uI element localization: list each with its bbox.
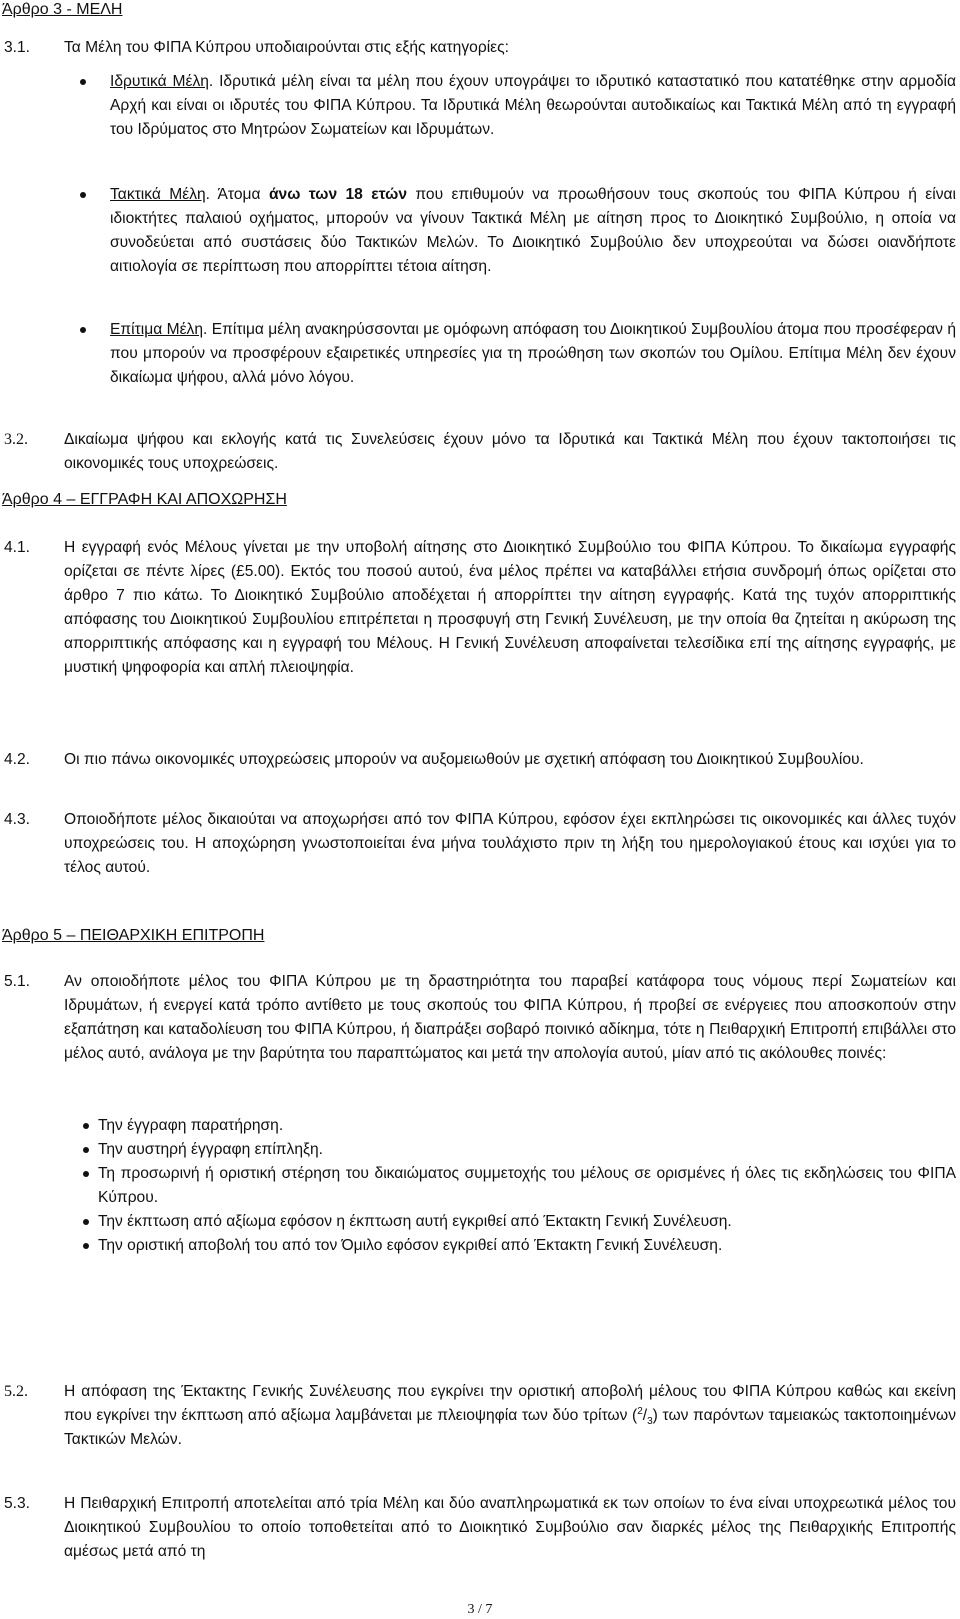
penalty-text: Την έκπτωση από αξίωμα εφόσον η έκπτωση αυτή εγκριθεί από Έκτακτη Γενική Συνέλευση. <box>98 1213 732 1230</box>
clause-number: 4.2. <box>4 751 31 768</box>
clause-text: Οποιοδήποτε μέλος δικαιούται να αποχωρήσει από τον ΦΙΠΑ Κύπρου, εφόσον έχει εκπληρώσει τις οικονομικές και άλλες τυχόν υποχρεώσεις του. Η αποχώρηση γνωστοποιείται ένα μήνα τουλάχιστο πριν τη λήξη του ημερολογιακού έτους και ισχύει για το τέλος αυτού. <box>64 811 956 876</box>
list-item-honorary-members <box>0 318 960 390</box>
clause-text: Αν οποιοδήποτε μέλος του ΦΙΠΑ Κύπρου με τη δραστηριότητα του παραβεί κατάφορα τους νόμους περί Σωματείων και Ιδρυμάτων, ή ενεργεί κατά τρόπο αντίθετο με τους σκοπούς του ΦΙΠΑ Κύπρου, ή προβεί σε ενέργειες που αποσκοπούν στην εξαπάτηση και καταδολίευση του ΦΙΠΑ Κύπρου, ή διαπράξει σοβαρό ποινικό αδίκημα, τότε η Πειθαρχική Επιτροπή επιβάλλει στο μέλος αυτό, ανάλογα με την βαρύτητα του παραπτώματος και μετά την απολογία αυτού, μίαν από τις ακόλουθες ποινές: <box>64 973 956 1062</box>
list-item <box>0 1138 960 1162</box>
list-item <box>0 1234 960 1258</box>
member-categories-list <box>0 70 960 142</box>
penalty-text: Την έγγραφη παρατήρηση. <box>98 1117 284 1134</box>
clause-text: Οι πιο πάνω οικονομικές υποχρεώσεις μπορούν να αυξομειωθούν με σχετική απόφαση του Διοικητικού Συμβουλίου. <box>64 751 864 768</box>
clause-number: 5.1. <box>4 973 31 990</box>
bullet-icon <box>83 1219 89 1225</box>
clause-number: 4.1. <box>4 539 31 556</box>
list-item-founding-members <box>0 70 960 142</box>
bullet-icon <box>80 79 86 85</box>
list-item <box>0 1162 960 1210</box>
bullet-icon <box>83 1123 89 1129</box>
clause-number: 3.1. <box>4 39 31 56</box>
fraction-slash: / <box>642 1407 648 1424</box>
fraction-numerator: 2 <box>637 1405 643 1417</box>
clause-text-part: ) των παρόντων ταμειακώς τακτοποιημένων Τακτικών Μελών. <box>64 1407 956 1448</box>
bullet-icon <box>83 1171 89 1177</box>
clause-text: Δικαίωμα ψήφου και εκλογής κατά τις Συνελεύσεις έχουν μόνο τα Ιδρυτικά και Τακτικά Μέλη που έχουν τακτοποιήσει τις οικονομικές τους υποχρεώσεις. <box>64 431 956 472</box>
clause-number: 4.3. <box>4 811 31 828</box>
penalties-list <box>0 1114 960 1258</box>
term-ordinary-members: Τακτικά Μέλη <box>110 186 206 203</box>
age-requirement: άνω των 18 ετών <box>268 186 408 203</box>
clause-text: Τα Μέλη του ΦΙΠΑ Κύπρου υποδιαιρούνται στις εξής κατηγορίες: <box>64 39 509 56</box>
ordinary-members-text: που επιθυμούν να προωθήσουν τους σκοπούς του ΦΙΠΑ Κύπρου ή είναι ιδιοκτήτες παλαιού οχήματος, μπορούν να γίνουν Τακτικά Μέλη με αίτηση προς το Διοικητικό Συμβούλιο, η οποία να συνοδεύεται από συστάσεις δύο Τακτικών Μελών. Το Διοικητικό Συμβούλιο δεν υποχρεούται να δώσει οιανδήποτε αιτιολογία σε περίπτωση που απορρίπτει τέτοια αίτηση. <box>110 186 956 275</box>
article-4-heading: Άρθρο 4 – ΕΓΓΡΑΦΗ ΚΑΙ ΑΠΟΧΩΡΗΣΗ <box>2 491 287 508</box>
honorary-members-text: . Επίτιμα μέλη ανακηρύσσονται με ομόφωνη απόφαση του Διοικητικού Συμβουλίου άτομα που προσέφεραν ή που μπορούν να προσφέρουν εξαιρετικές υπηρεσίες για τη προώθηση των σκοπών του Ομίλου. Επίτιμα Μέλη δεν έχουν δικαίωμα ψήφου, αλλά μόνο λόγου. <box>110 321 956 386</box>
clause-number: 5.2. <box>4 1383 28 1400</box>
penalty-text: Τη προσωρινή ή οριστική στέρηση του δικαιώματος συμμετοχής του μέλους σε ορισμένες ή όλες τις εκδηλώσεις του ΦΙΠΑ Κύπρου. <box>98 1165 956 1206</box>
clause-text: Η Πειθαρχική Επιτροπή αποτελείται από τρία Μέλη και δύο αναπληρωματικά εκ των οποίων το ένα είναι υποχρεωτικά μέλος του Διοικητικού Συμβουλίου το οποίο τοποθετείται από το Διοικητικό Συμβούλιο σαν διαρκές μέλος της Πειθαρχικής Επιτροπής αμέσως μετά από τη <box>64 1495 956 1560</box>
page-number: 3 / 7 <box>467 1602 493 1617</box>
article-3-heading: Άρθρο 3 - ΜΕΛΗ <box>2 1 123 18</box>
clause-number: 5.3. <box>4 1495 31 1512</box>
bullet-icon <box>83 1147 89 1153</box>
list-item <box>0 1210 960 1234</box>
bullet-icon <box>80 327 86 333</box>
term-honorary-members: Επίτιμα Μέλη <box>110 321 204 338</box>
member-categories-list-2 <box>0 183 960 279</box>
member-categories-list-3 <box>0 318 960 390</box>
penalty-text: Την οριστική αποβολή του από τον Όμιλο εφόσον εγκριθεί από Έκτακτη Γενική Συνέλευση. <box>98 1237 723 1254</box>
article-5-heading: Άρθρο 5 – ΠΕΙΘΑΡΧΙΚΗ ΕΠΙΤΡΟΠΗ <box>2 927 265 944</box>
list-item <box>0 1114 960 1138</box>
clause-number: 3.2. <box>4 431 28 448</box>
clause-text: Η εγγραφή ενός Μέλους γίνεται με την υποβολή αίτησης στο Διοικητικό Συμβούλιο του ΦΙΠΑ Κύπρου. Το δικαίωμα εγγραφής ορίζεται σε πέντε λίρες (£5.00). Εκτός του ποσού αυτού, ένα μέλος πρέπει να καταβάλλει ετήσια συνδρομή όπως ορίζεται στο άρθρο 7 πιο κάτω. Το Διοικητικό Συμβούλιο αποδέχεται ή απορρίπτει την αίτηση εγγραφής. Κατά της τυχόν απορριπτικής απόφασης του Διοικητικού Συμβουλίου επιτρέπεται η προσφυγή στη Γενική Συνέλευση, με την οποία θα ζητείται η ακύρωση της απορριπτικής απόφασης και η εγγραφή του Μέλους. Η Γενική Συνέλευση αποφαίνεται τελεσίδικα επί της αίτησης εγγραφής, με μυστική ψηφοφορία και απλή πλειοψηφία. <box>64 539 956 676</box>
bullet-icon <box>80 192 86 198</box>
term-founding-members: Ιδρυτικά Μέλη <box>110 73 209 90</box>
bullet-icon <box>83 1243 89 1249</box>
list-item-ordinary-members <box>0 183 960 279</box>
penalty-text: Την αυστηρή έγγραφη επίπληξη. <box>98 1141 323 1158</box>
ordinary-members-lead: . Άτομα <box>205 186 269 203</box>
fraction-denominator: 3 <box>647 1416 653 1428</box>
clause-text-part: Η απόφαση της Έκτακτης Γενικής Συνέλευσης που εγκρίνει την οριστική αποβολή μέλους του ΦΙΠΑ Κύπρου καθώς και εκείνη που εγκρίνει την έκπτωση από αξίωμα λαμβάνεται με πλειοψηφία των δύο τρίτων ( <box>64 1383 956 1424</box>
clause-text <box>64 1380 956 1452</box>
founding-members-text: . Ιδρυτικά μέλη είναι τα μέλη που έχουν υπογράψει το ιδρυτικό καταστατικό που κατατέθηκε στην αρμοδία Αρχή και είναι οι ιδρυτές του ΦΙΠΑ Κύπρου. Τα Ιδρυτικά Μέλη θεωρούνται αυτοδικαίως και Τακτικά Μέλη από τη εγγραφή του Ιδρύματος στο Μητρώον Σωματείων και Ιδρυμάτων. <box>110 73 956 138</box>
